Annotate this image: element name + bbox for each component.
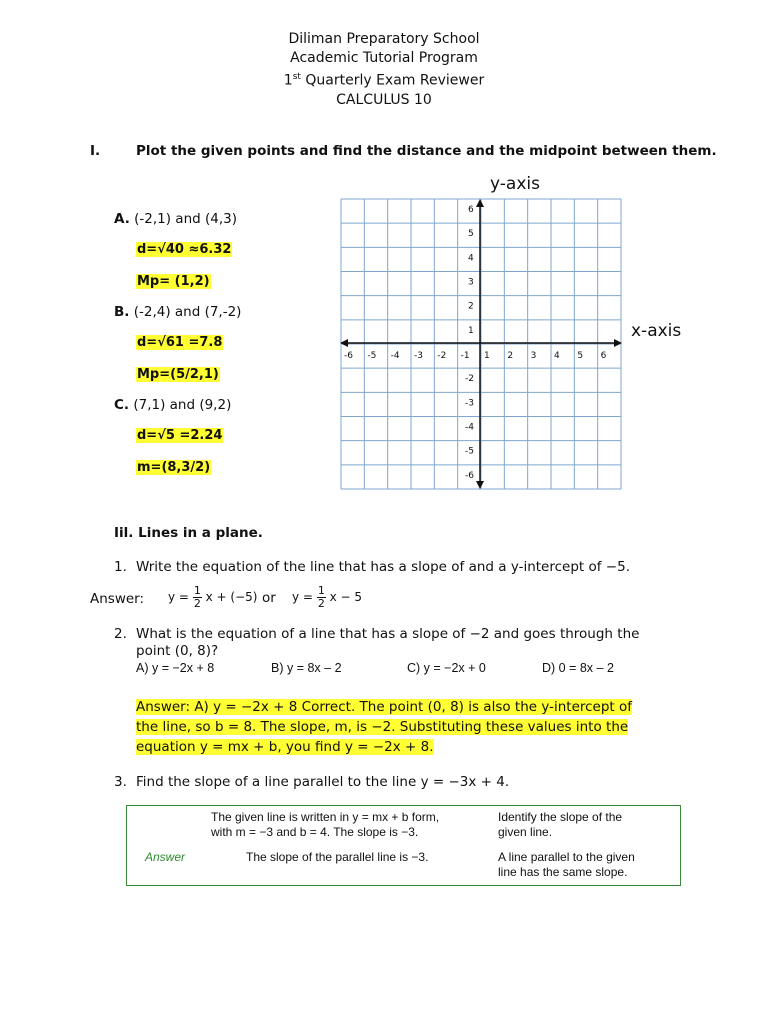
q3-number: 3. bbox=[114, 774, 127, 790]
y-tick-label: 2 bbox=[468, 301, 474, 312]
q2-answer: Answer: A) y = −2x + 8 Correct. The point (0, 8) is also the y-intercept of the line, so b = 8. The slope, m, is −2. Substituting these values into the equation y = mx + b, you find y = −2x + 8. bbox=[136, 699, 633, 755]
program-name: Academic Tutorial Program bbox=[290, 50, 478, 66]
q3-answer-text: The slope of the parallel line is −3. bbox=[246, 850, 429, 864]
exam-title: 1st Quarterly Exam Reviewer bbox=[283, 72, 485, 89]
item-c-midpoint: m=(8,3/2) bbox=[137, 460, 211, 475]
q3-answer-note: A line parallel to the given line has the same slope. bbox=[498, 850, 635, 879]
section1-title: Plot the given points and find the distance and the midpoint between them. bbox=[136, 143, 717, 159]
q1-equation-1: y = $\frac{1}{2}$ x + (−5) bbox=[168, 584, 258, 610]
q1-or: or bbox=[262, 590, 276, 606]
q3-step1-note: Identify the slope of the given line. bbox=[498, 810, 623, 839]
x-tick-label: 3 bbox=[530, 351, 537, 361]
section1-number: I. bbox=[90, 143, 101, 159]
q3-step1-explanation: The given line is written in y = mx + b form, with m = −3 and b = 4. The slope is −3. bbox=[211, 810, 440, 839]
y-tick-label: 3 bbox=[468, 277, 474, 288]
q2-option-c: C) y = −2x + 0 bbox=[407, 661, 486, 675]
y-tick-label: -5 bbox=[465, 446, 474, 457]
q1-number: 1. bbox=[114, 559, 127, 575]
x-tick-label: -2 bbox=[437, 351, 447, 361]
q1-answer-label: Answer: bbox=[90, 591, 145, 607]
y-tick-label: 1 bbox=[468, 325, 474, 336]
item-b-midpoint: Mp=(5/2,1) bbox=[137, 367, 219, 382]
y-tick-label: -3 bbox=[465, 398, 474, 409]
x-tick-label: 6 bbox=[600, 351, 607, 361]
x-tick-label: -3 bbox=[414, 351, 423, 361]
q2-text-line1: What is the equation of a line that has a slope of −2 and goes through the bbox=[136, 626, 640, 642]
item-b-distance: d=√61 =7.8 bbox=[137, 335, 223, 350]
coordinate-grid bbox=[340, 198, 622, 490]
y-tick-label: 4 bbox=[468, 253, 474, 264]
y-tick-label: 5 bbox=[468, 229, 474, 240]
q2-option-a: A) y = −2x + 8 bbox=[136, 661, 215, 675]
x-tick-label: 1 bbox=[484, 351, 490, 361]
x-tick-label: 4 bbox=[554, 351, 560, 361]
item-a: A. (-2,1) and (4,3) bbox=[114, 211, 237, 227]
q2-number: 2. bbox=[114, 626, 127, 642]
y-tick-label: 6 bbox=[468, 205, 474, 215]
y-tick-label: -6 bbox=[465, 470, 474, 481]
document-header bbox=[0, 30, 768, 110]
q1-text: Write the equation of the line that has a slope of and a y-intercept of −5. bbox=[136, 559, 630, 575]
q2-text-line2: point (0, 8)? bbox=[136, 643, 219, 659]
x-tick-label: 2 bbox=[507, 351, 514, 361]
x-tick-label: -6 bbox=[344, 351, 353, 361]
school-name: Diliman Preparatory School bbox=[288, 31, 480, 47]
x-tick-label: 5 bbox=[577, 351, 584, 361]
q3-answer-label: Answer bbox=[145, 850, 186, 864]
item-b: B. (-2,4) and (7,-2) bbox=[114, 304, 242, 320]
y-axis-arrow-up bbox=[476, 199, 484, 207]
section2-title: Iil. Lines in a plane. bbox=[114, 525, 263, 541]
item-c: C. (7,1) and (9,2) bbox=[114, 397, 232, 413]
y-tick-label: -4 bbox=[465, 422, 474, 433]
grid-lines bbox=[341, 199, 621, 489]
y-axis-label: y-axis bbox=[490, 174, 540, 194]
q1-equation-2: y = $\frac{1}{2}$ x − 5 bbox=[292, 584, 363, 610]
q3-solution-box bbox=[126, 805, 681, 886]
course-title: CALCULUS 10 bbox=[336, 91, 432, 108]
y-axis-arrow-down bbox=[476, 481, 484, 489]
x-tick-label: -5 bbox=[367, 351, 377, 361]
q3-text: Find the slope of a line parallel to the line y = −3x + 4. bbox=[136, 774, 510, 790]
x-tick-label: -4 bbox=[390, 351, 400, 361]
x-axis-label: x-axis bbox=[631, 321, 682, 341]
item-a-distance: d=√40 ≈6.32 bbox=[137, 242, 232, 257]
item-c-distance: d=√5 =2.24 bbox=[137, 428, 223, 443]
q2-option-b: B) y = 8x – 2 bbox=[271, 661, 342, 675]
x-tick-label: -1 bbox=[460, 351, 470, 361]
q2-option-d: D) 0 = 8x – 2 bbox=[542, 661, 614, 675]
y-tick-label: -2 bbox=[465, 374, 474, 385]
item-a-midpoint: Mp= (1,2) bbox=[137, 274, 210, 289]
